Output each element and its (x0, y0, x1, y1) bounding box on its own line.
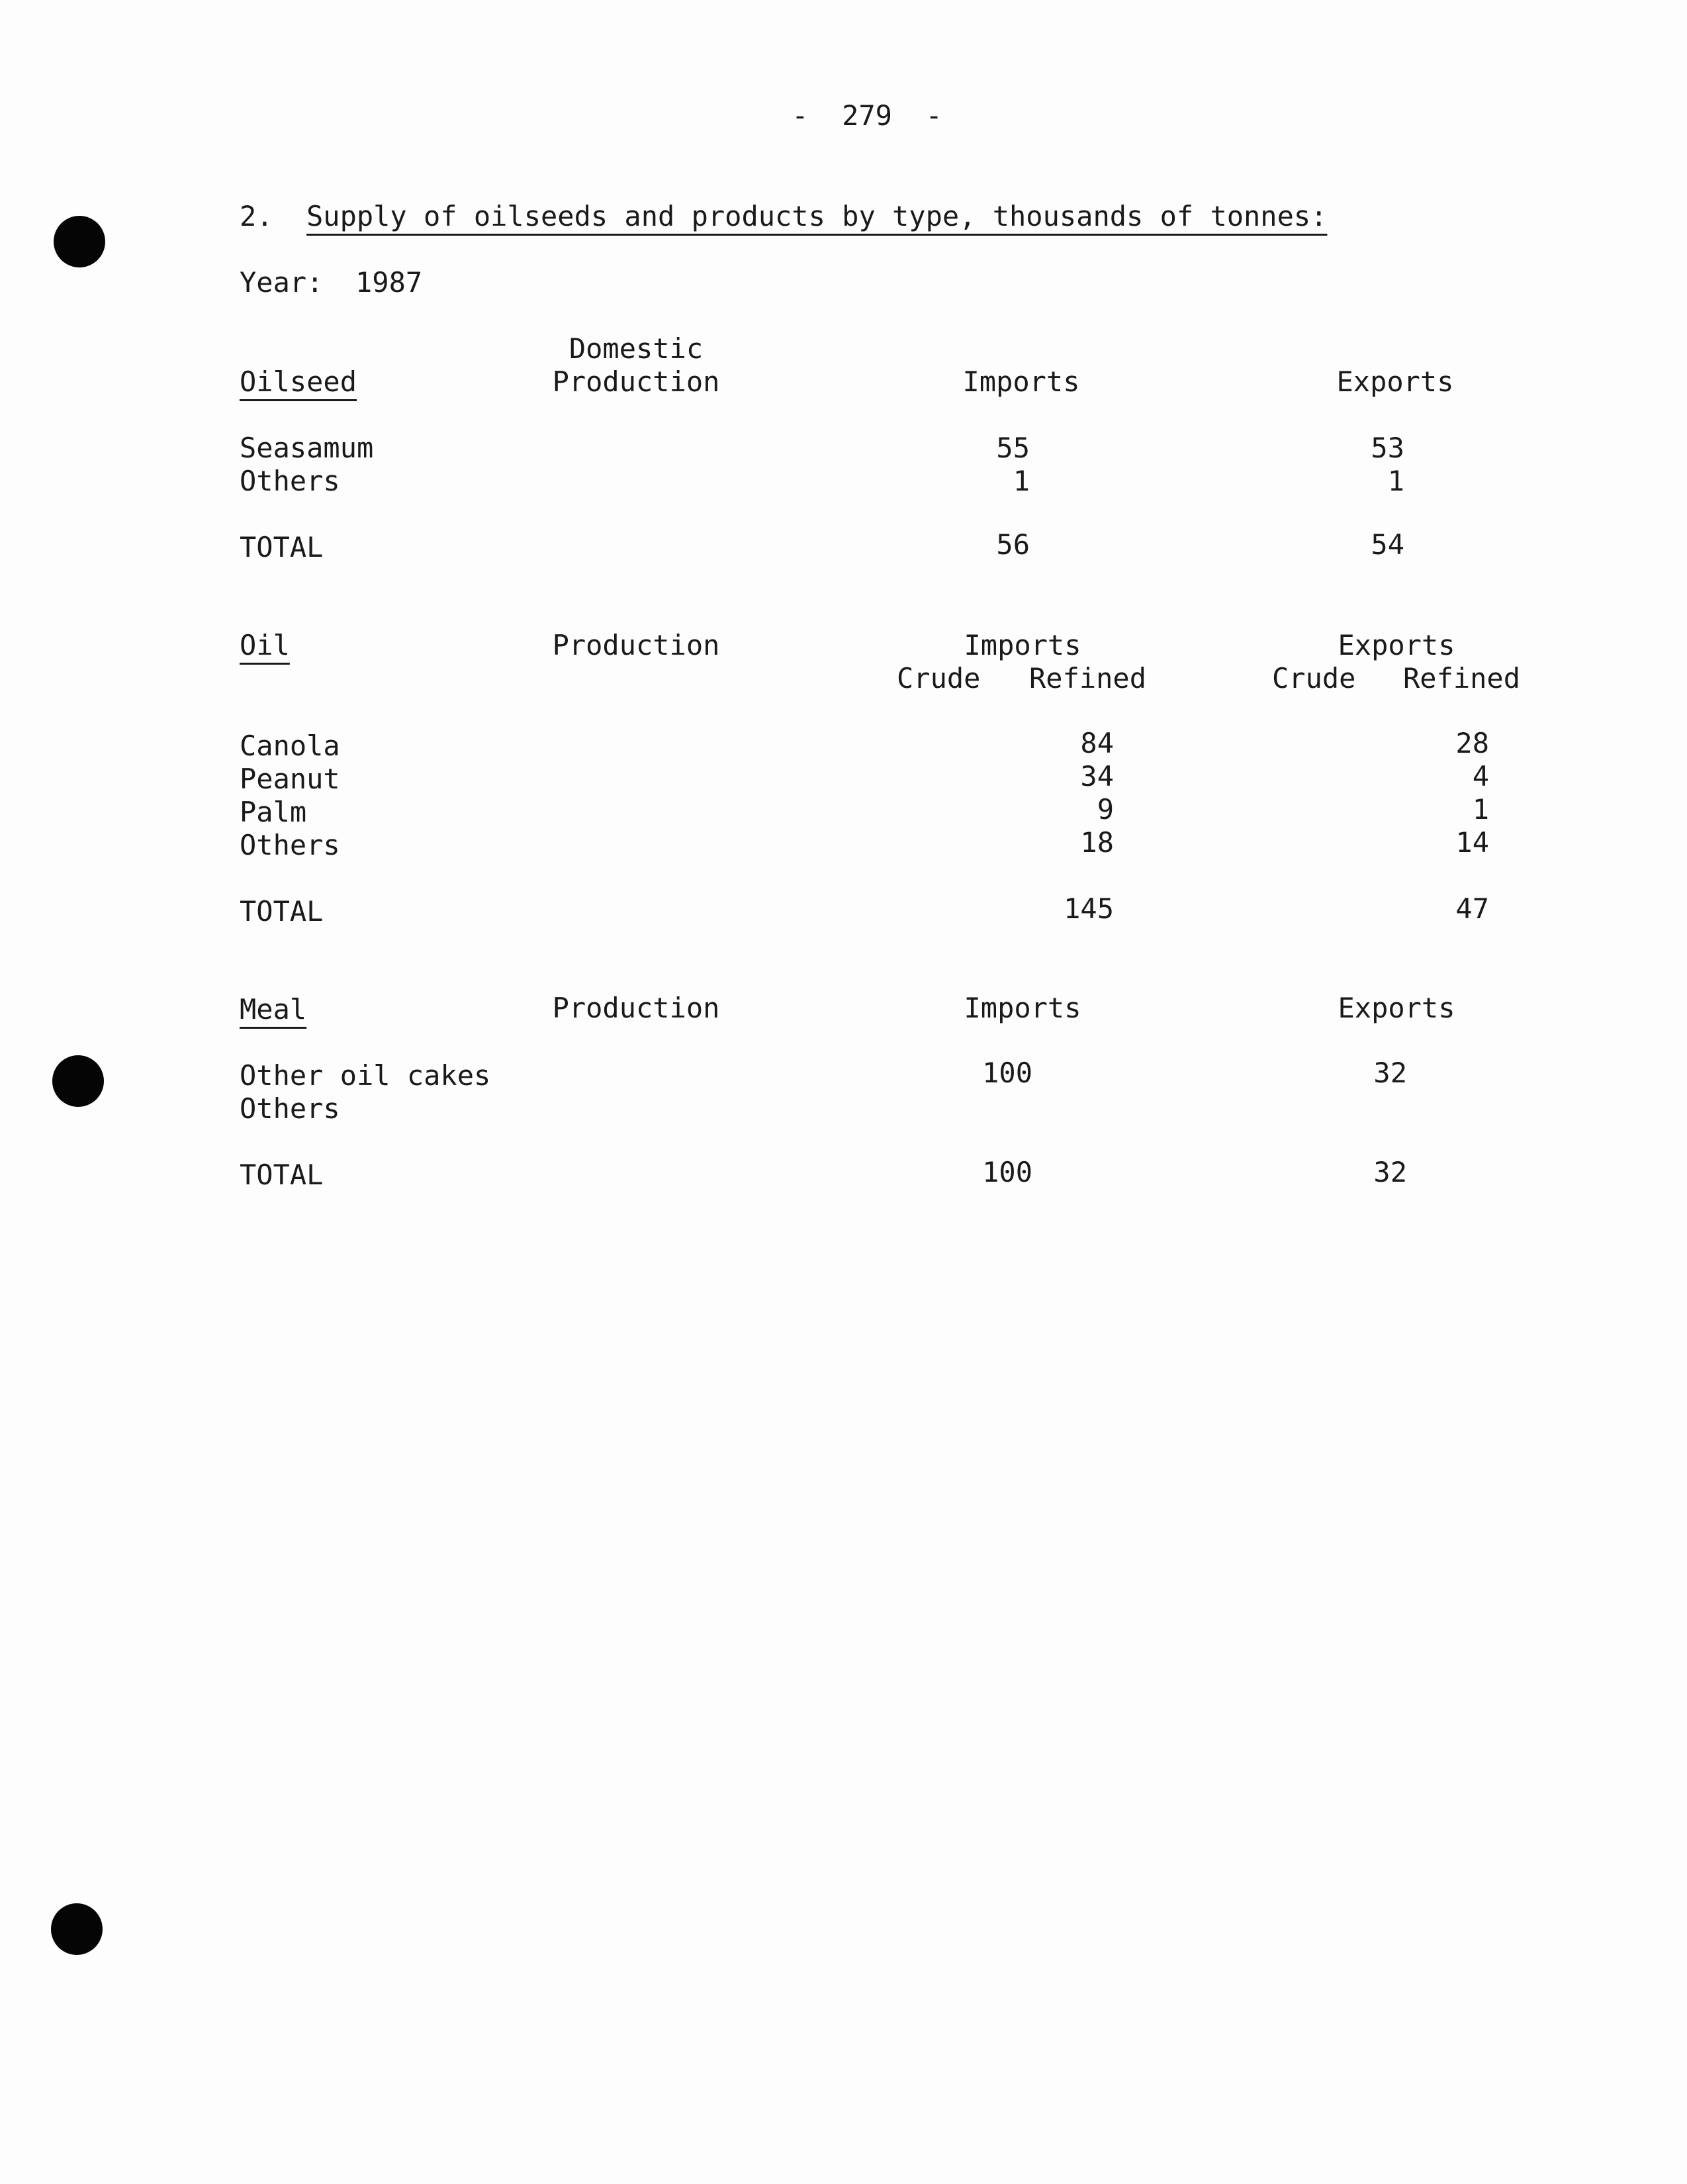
imports-total: 100 (982, 1156, 1032, 1188)
oil-imports-refined-header: Refined (1029, 662, 1147, 694)
exports-total: 32 (1373, 1156, 1407, 1188)
exports-total: 54 (1371, 528, 1404, 561)
row-label: Other oil cakes (240, 1059, 491, 1092)
oilseed-imports-header: Imports (962, 365, 1080, 398)
section-title: Supply of oilseeds and products by type, thousands of tonnes: (306, 200, 1328, 232)
section-number: 2. (240, 200, 273, 232)
imports-refined-total: 145 (1064, 892, 1114, 925)
imports-refined-value: 84 (1080, 727, 1114, 759)
exports-refined-value: 28 (1455, 727, 1489, 759)
total-label: TOTAL (240, 895, 324, 927)
oilseed-exports-header: Exports (1336, 365, 1454, 398)
exports-value: 32 (1373, 1057, 1407, 1089)
oil-exports-header: Exports (1338, 629, 1455, 661)
binder-hole-top (54, 216, 105, 267)
imports-value: 55 (996, 432, 1030, 464)
oilseed-header: Oilseed (240, 365, 357, 398)
exports-refined-total: 47 (1455, 892, 1489, 925)
meal-header: Meal (240, 993, 307, 1025)
row-label: Seasamum (240, 432, 374, 464)
exports-refined-value: 1 (1472, 793, 1489, 826)
oil-imports-crude-header: Crude (897, 662, 981, 694)
total-label: TOTAL (240, 1159, 324, 1191)
row-label: Others (240, 829, 340, 861)
meal-exports-header: Exports (1338, 992, 1455, 1024)
oilseed-production-header-line1: Domestic (569, 332, 704, 365)
row-label: Peanut (240, 763, 340, 795)
row-label: Palm (240, 796, 307, 828)
exports-value: 53 (1371, 432, 1404, 464)
year-label: Year: (240, 266, 324, 299)
row-label: Canola (240, 730, 340, 762)
imports-total: 56 (996, 528, 1030, 561)
imports-refined-value: 9 (1097, 793, 1114, 826)
oilseed-production-header-line2: Production (552, 365, 720, 398)
binder-hole-bottom (51, 1903, 103, 1955)
row-label: Others (240, 1092, 340, 1125)
imports-value: 1 (1013, 465, 1030, 497)
binder-hole-middle (52, 1055, 104, 1107)
year-value: 1987 (355, 266, 423, 299)
oil-imports-header: Imports (964, 629, 1081, 661)
total-label: TOTAL (240, 531, 324, 563)
imports-value: 100 (982, 1057, 1032, 1089)
row-label: Others (240, 465, 340, 497)
exports-refined-value: 14 (1455, 826, 1489, 859)
imports-refined-value: 34 (1080, 760, 1114, 792)
page-number: - 279 - (792, 99, 942, 132)
imports-refined-value: 18 (1080, 826, 1114, 859)
oil-exports-crude-header: Crude (1272, 662, 1356, 694)
oil-exports-refined-header: Refined (1403, 662, 1521, 694)
meal-imports-header: Imports (964, 992, 1081, 1024)
oil-production-header: Production (552, 629, 720, 661)
oil-header: Oil (240, 629, 290, 661)
exports-value: 1 (1387, 465, 1404, 497)
exports-refined-value: 4 (1472, 760, 1489, 792)
meal-production-header: Production (552, 992, 720, 1024)
